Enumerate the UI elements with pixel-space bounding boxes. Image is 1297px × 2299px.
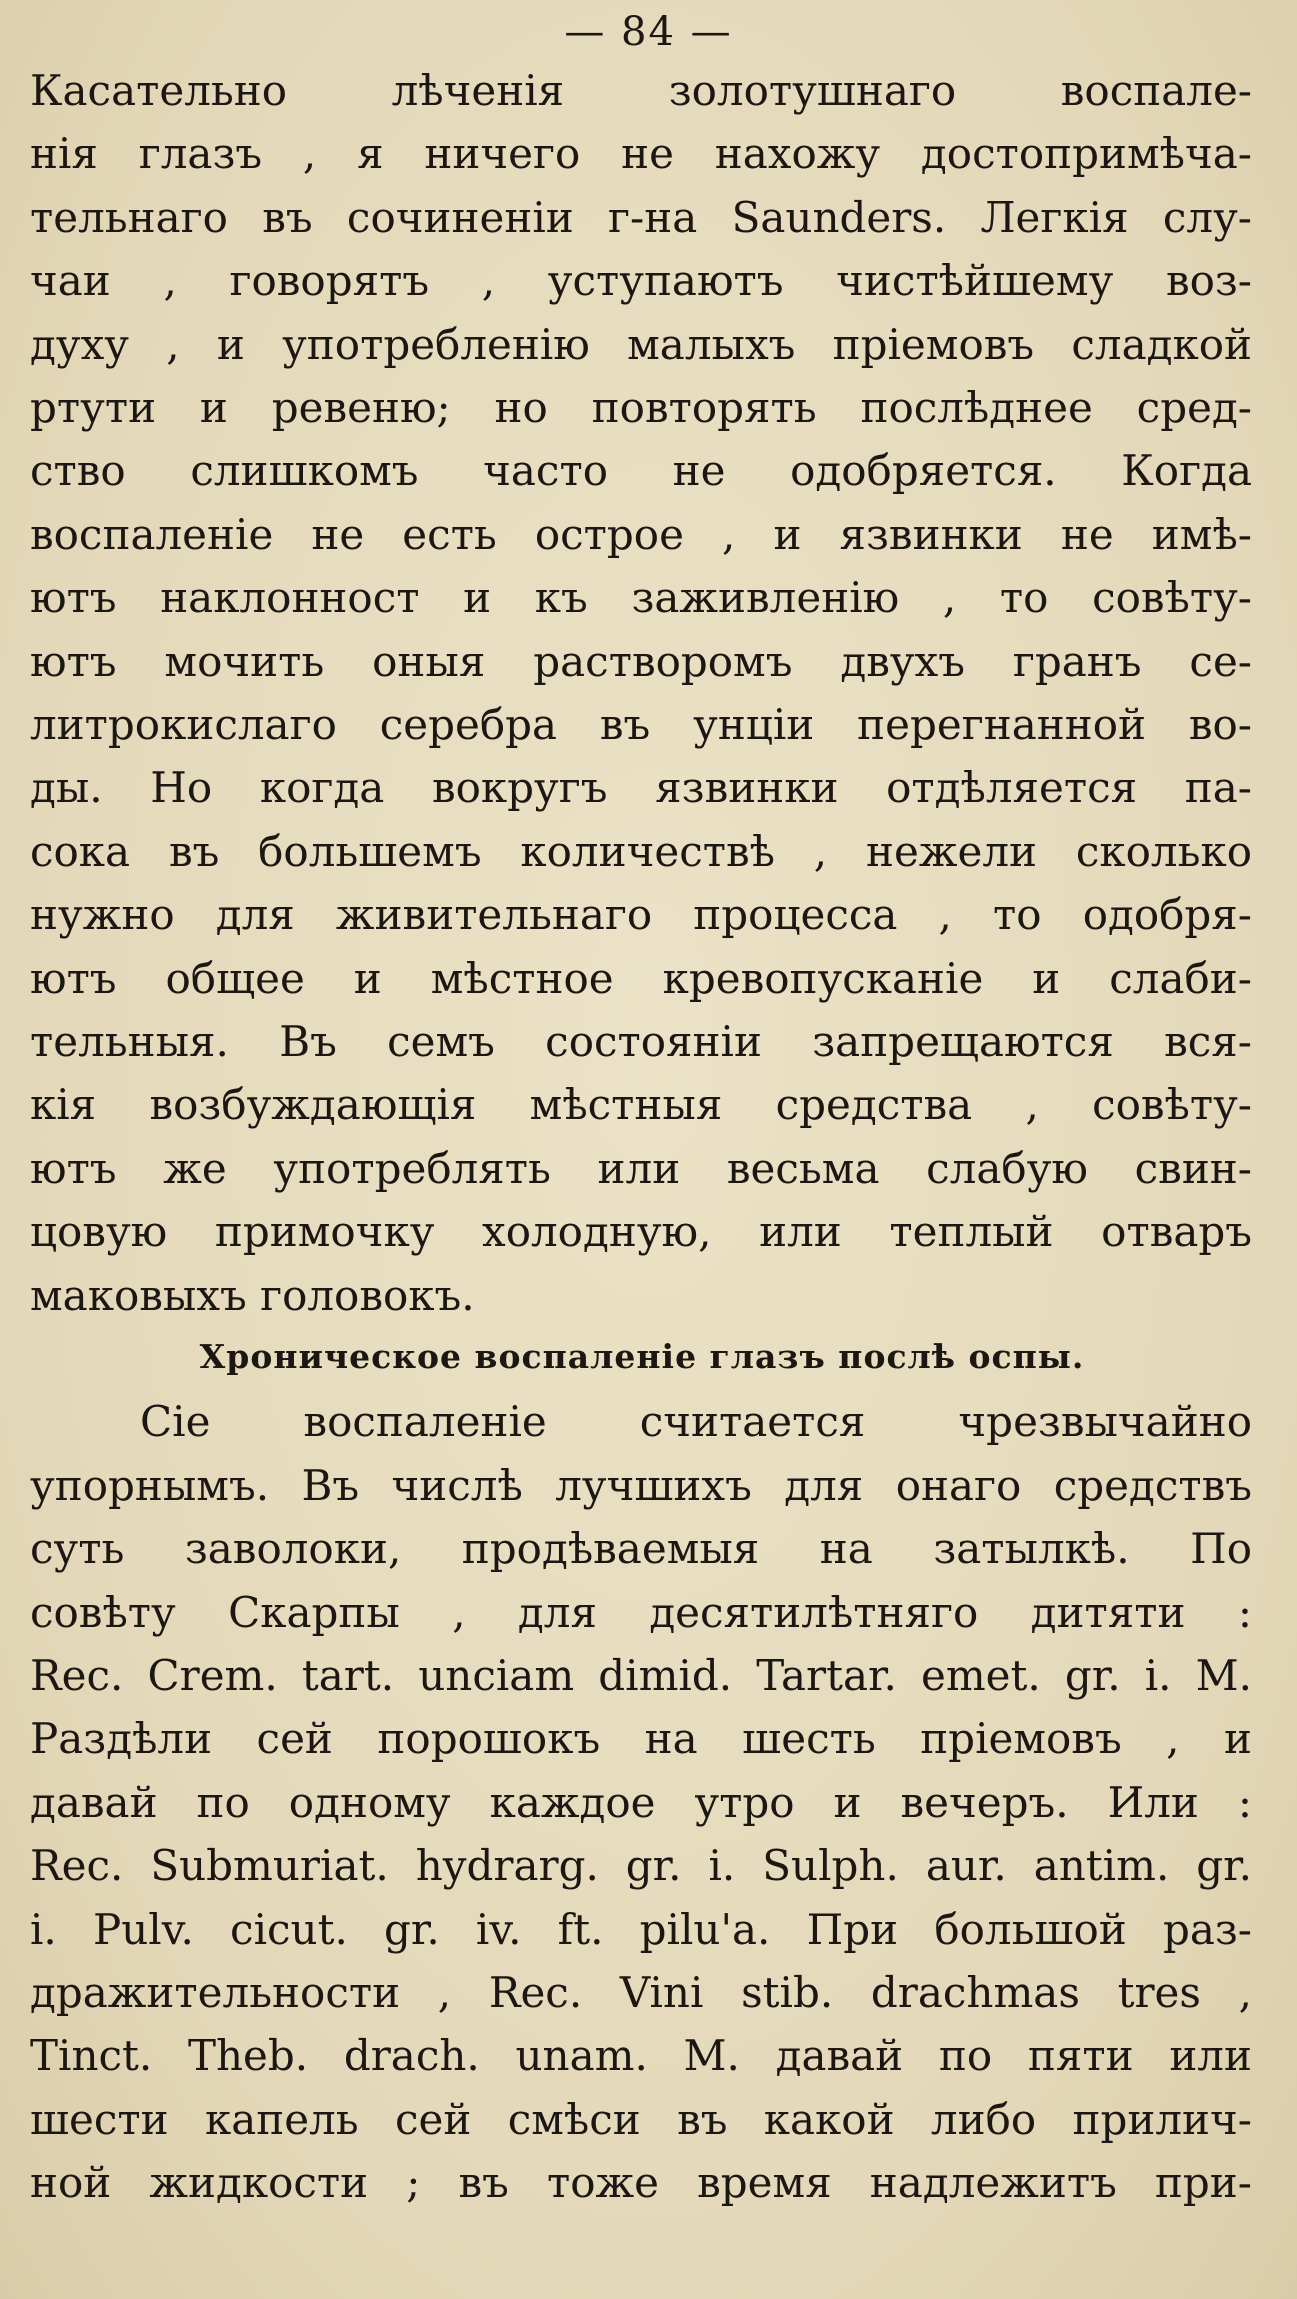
text-line: нія глазъ , я ничего не нахожу достопримѣча- xyxy=(30,129,1252,179)
text-line: давай по одному каждое утро и вечеръ. Или : xyxy=(30,1777,1252,1827)
text-line: ство слишкомъ часто не одобряется. Когда xyxy=(30,446,1252,496)
text-line: Раздѣли сей порошокъ на шесть пріемовъ , и xyxy=(30,1714,1252,1764)
text-line: чаи , говорятъ , уступаютъ чистѣйшему воз- xyxy=(30,256,1252,306)
section-heading: Хроническое воспаленіе глазъ послѣ оспы. xyxy=(199,1337,1085,1376)
text-line: упорнымъ. Въ числѣ лучшихъ для онаго средствъ xyxy=(30,1460,1252,1510)
text-line: Rec. Submuriat. hydrarg. gr. i. Sulph. aur. antim. gr. xyxy=(30,1841,1252,1891)
text-line: сока въ большемъ количествѣ , нежели сколько xyxy=(30,826,1252,876)
text-line: Rec. Crem. tart. unciam dimid. Tartar. emet. gr. i. M. xyxy=(30,1651,1252,1700)
text-line: дражительности , Rec. Vini stib. drachmas tres , xyxy=(30,1968,1252,2017)
text-line: i. Pulv. cicut. gr. iv. ft. pilu'a. При большой раз- xyxy=(30,1904,1252,1954)
text-line: маковыхъ головокъ. xyxy=(30,1270,475,1320)
text-line: ютъ же употреблять или весьма слабую свин- xyxy=(30,1143,1252,1193)
text-line: шести капель сей смѣси въ какой либо прилич- xyxy=(30,2094,1252,2144)
text-line: Сіе воспаленіе считается чрезвычайно xyxy=(140,1397,1252,1447)
text-line: ютъ общее и мѣстное кревопусканіе и слаби- xyxy=(30,953,1252,1003)
text-line: ртути и ревеню; но повторять послѣднее сред- xyxy=(30,383,1252,432)
page-number: — 84 — xyxy=(564,9,733,55)
text-line: кія возбуждающія мѣстныя средства , совѣту- xyxy=(30,1080,1252,1130)
text-line: духу , и употребленію малыхъ пріемовъ сладкой xyxy=(30,319,1252,369)
text-line: литрокислаго серебра въ унціи перегнанной во- xyxy=(30,700,1252,749)
text-line: ютъ мочить оныя растворомъ двухъ гранъ се- xyxy=(30,636,1252,686)
text-line: ютъ наклонност и къ заживленію , то совѣту- xyxy=(30,573,1252,623)
text-line: ды. Но когда вокругъ язвинки отдѣляется па- xyxy=(30,763,1252,813)
text-line: тельныя. Въ семъ состояніи запрещаются вся- xyxy=(30,1017,1252,1066)
text-line: Tinct. Theb. drach. unam. M. давай по пяти или xyxy=(30,2031,1252,2081)
text-line: ной жидкости ; въ тоже время надлежитъ при- xyxy=(30,2158,1252,2208)
text-line: нужно для живительнаго процесса , то одобря- xyxy=(30,890,1252,940)
text-line: суть заволоки, продѣваемыя на затылкѣ. По xyxy=(30,1524,1252,1574)
text-line: тельнаго въ сочиненіи г-на Saunders. Легкія слу- xyxy=(30,192,1252,242)
text-line: воспаленіе не есть острое , и язвинки не имѣ- xyxy=(30,509,1252,559)
text-line: совѣту Скарпы , для десятилѣтняго дитяти : xyxy=(30,1587,1252,1637)
text-line: Касательно лѣченія золотушнаго воспале- xyxy=(30,66,1252,115)
text-line: цовую примочку холодную, или теплый отваръ xyxy=(30,1207,1252,1257)
